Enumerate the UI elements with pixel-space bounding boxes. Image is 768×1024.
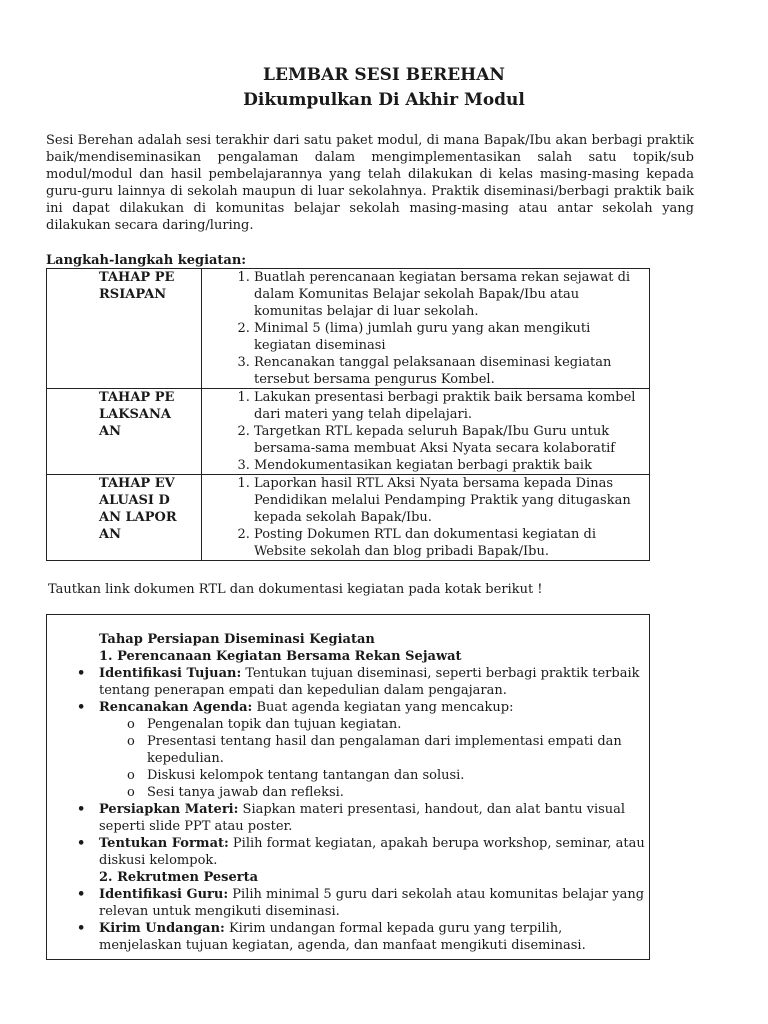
stage-items-cell xyxy=(202,269,650,389)
box-heading: Tahap Persiapan Diseminasi Kegiatan xyxy=(99,632,375,647)
stage-items-list xyxy=(202,269,649,388)
list-item xyxy=(99,801,649,835)
list-item xyxy=(99,835,649,869)
bullet-text: Tentukan tujuan diseminasi, seperti berbagi praktik terbaik tentang penerapan empati dan kepedulian dalam pengajaran. xyxy=(99,666,640,698)
bullet-label: Identifikasi Tujuan: xyxy=(99,666,242,681)
document-subtitle: Dikumpulkan Di Akhir Modul xyxy=(243,90,525,110)
steps-table xyxy=(46,268,650,561)
agenda-list xyxy=(99,716,649,801)
stage-name: TAHAP PELAKSANAAN xyxy=(99,390,175,439)
list-item: 1. Laporkan hasil RTL Aksi Nyata bersama kepada Dinas Pendidikan melalui Pendamping Praktik yang ditugaskan kepada sekolah Bapak/Ibu. xyxy=(254,475,649,526)
bullet-text: Kirim undangan formal kepada guru yang terpilih, menjelaskan tujuan kegiatan, agenda, dan manfaat mengikuti diseminasi. xyxy=(99,921,586,953)
link-note: Tautkan link dokumen RTL dan dokumentasi kegiatan pada kotak berikut ! xyxy=(48,582,543,597)
list-item xyxy=(99,699,649,801)
bullet-text: Buat agenda kegiatan yang mencakup: xyxy=(252,700,514,715)
table-row xyxy=(47,389,650,475)
table-row xyxy=(47,269,650,389)
bullet-text: Pilih format kegiatan, apakah berupa workshop, seminar, atau diskusi kelompok. xyxy=(99,836,645,868)
stage-items-list xyxy=(202,389,649,474)
intro-paragraph: Sesi Berehan adalah sesi terakhir dari satu paket modul, di mana Bapak/Ibu akan berbagi praktik baik/mendiseminasikan pengalaman dalam mengimplementasikan salah satu topik/sub modul/modul dan hasil pembelajarannya yang telah dilakukan di kelas masing-masing kepada guru-guru lainnya di sekolah maupun di luar sekolahnya. Praktik diseminasi/berbagi praktik baik ini dapat dilakukan di komunitas belajar sekolah masing-masing atau antar sekolah yang dilakukan secara daring/luring. xyxy=(46,133,694,233)
stage-items-list xyxy=(202,475,649,560)
list-item: o Presentasi tentang hasil dan pengalaman dari implementasi empati dan kepedulian. xyxy=(147,733,649,767)
stage-name: TAHAP PERSIAPAN xyxy=(99,270,175,302)
bullet-label: Rencanakan Agenda: xyxy=(99,700,253,715)
stage-items-cell xyxy=(202,389,650,475)
list-item: o Sesi tanya jawab dan refleksi. xyxy=(147,784,649,801)
stage-name-cell xyxy=(47,269,202,389)
list-item xyxy=(99,886,649,920)
bullet-list xyxy=(47,665,649,869)
list-item xyxy=(99,665,649,699)
list-item: 1. Lakukan presentasi berbagi praktik baik bersama kombel dari materi yang telah dipelajari. xyxy=(254,389,649,423)
bullet-label: Identifikasi Guru: xyxy=(99,887,229,902)
bullet-text: Pilih minimal 5 guru dari sekolah atau komunitas belajar yang relevan untuk mengikuti diseminasi. xyxy=(99,887,645,919)
stage-name: TAHAP EVALUASI DAN LAPORAN xyxy=(99,476,177,542)
list-item: 3. Mendokumentasikan kegiatan berbagi praktik baik xyxy=(254,457,649,474)
bullet-label: Tentukan Format: xyxy=(99,836,229,851)
list-item: o Pengenalan topik dan tujuan kegiatan. xyxy=(147,716,649,733)
box-section-2: 2. Rekrutmen Peserta xyxy=(99,870,259,885)
list-item: 1. Buatlah perencanaan kegiatan bersama rekan sejawat di dalam Komunitas Belajar sekolah Bapak/Ibu atau komunitas belajar di luar sekolah. xyxy=(254,269,649,320)
stage-items-cell xyxy=(202,475,650,561)
steps-label: Langkah-langkah kegiatan: xyxy=(46,253,247,268)
list-item: 2. Minimal 5 (lima) jumlah guru yang akan mengikuti kegiatan diseminasi xyxy=(254,320,649,354)
bullet-text: Siapkan materi presentasi, handout, dan alat bantu visual seperti slide PPT atau poster. xyxy=(99,802,626,834)
document-title: LEMBAR SESI BEREHAN xyxy=(263,65,505,85)
stage-name-cell xyxy=(47,389,202,475)
list-item: 2. Posting Dokumen RTL dan dokumentasi kegiatan di Website sekolah dan blog pribadi Bapak/Ibu. xyxy=(254,526,649,560)
stage-name-cell xyxy=(47,475,202,561)
list-item: 3. Rencanakan tanggal pelaksanaan diseminasi kegiatan tersebut bersama pengurus Kombel. xyxy=(254,354,649,388)
table-row xyxy=(47,475,650,561)
list-item xyxy=(99,920,649,954)
list-item: o Diskusi kelompok tentang tantangan dan solusi. xyxy=(147,767,649,784)
bullet-label: Kirim Undangan: xyxy=(99,921,225,936)
bullet-list xyxy=(47,886,649,954)
box-section-1: 1. Perencanaan Kegiatan Bersama Rekan Sejawat xyxy=(99,649,462,664)
list-item: 2. Targetkan RTL kepada seluruh Bapak/Ibu Guru untuk bersama-sama membuat Aksi Nyata secara kolaboratif xyxy=(254,423,649,457)
dissemination-box xyxy=(46,614,650,960)
bullet-label: Persiapkan Materi: xyxy=(99,802,239,817)
